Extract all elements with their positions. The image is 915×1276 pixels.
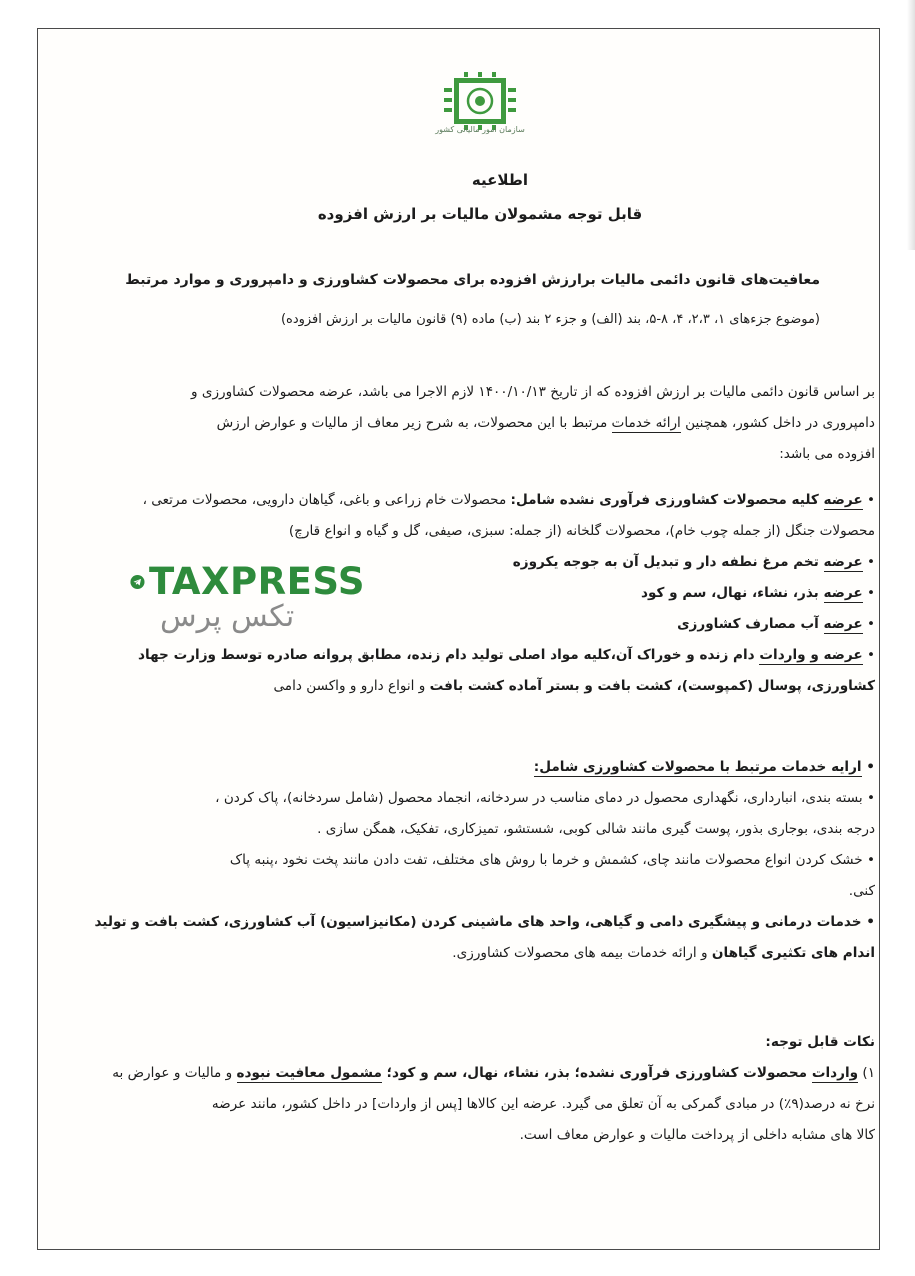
note-item-continued: نرخ نه درصد(۹٪) در مبادی گمرکی به آن تعلق می گیرد. عرضه این کالاها [پس از واردات] در داخل کشور، مانند عرضه [211,1096,875,1112]
watermark-brand: TAXPRESS [148,560,365,603]
law-reference: (موضوع جزءهای ۱، ۲،۳، ۴، ۸-۵، بند (الف) و جزء ۲ بند (ب) ماده (۹) قانون مالیات بر ارزش افزوده) [280,312,820,327]
list-item-continued: کنی. [848,883,875,899]
taxpress-watermark [130,560,365,640]
note-item: ۱) واردات محصولات کشاورزی فرآوری نشده؛ بذر، نشاء، نهال، سم و کود؛ مشمول معافیت نبوده و مالیات و عوارض به [112,1065,875,1081]
list-item: • عرضه بذر، نشاء، نهال، سم و کود [641,585,875,601]
notice-title: اطلاعیه [471,171,529,189]
notes-heading: نکات قابل توجه: [765,1034,875,1050]
list-item: • بسته بندی، انبارداری، نگهداری محصول در دمای مناسب در سردخانه، انجماد محصول (شامل سردخانه)، پاک کردن ، [215,790,875,806]
tax-organization-logo [434,70,524,148]
note-item-continued: کالا های مشابه داخلی از پرداخت مالیات و عوارض معاف است. [519,1127,875,1143]
logo-caption: سازمان امور مالیاتی کشور [435,125,525,134]
list-item: • خشک کردن انواع محصولات مانند چای، کشمش و خرما با روش های مختلف، تفت دادن مانند پخت نخود ،پنبه پاک [229,852,875,868]
intro-line-3: افزوده می باشد: [779,446,875,462]
list-item: • عرضه تخم مرغ نطفه دار و تبدیل آن به جوجه یکروزه [512,554,875,570]
list-item-continued: اندام های تکثیری گیاهان و ارائه خدمات بیمه های محصولات کشاورزی. [452,945,875,961]
main-heading: معافیت‌های قانون دائمی مالیات برارزش افزوده برای محصولات کشاورزی و دامپروری و موارد مرتبط [125,272,820,288]
list-item: • عرضه آب مصارف کشاورزی [677,616,875,632]
services-underlined: ارائه خدمات [611,415,681,431]
notes-section [95,1027,875,1151]
intro-line-1: بر اساس قانون دائمی مالیات بر ارزش افزوده که از تاریخ ۱۴۰۰/۱۰/۱۳ لازم الاجرا می باشد، عرضه محصولات کشاورزی و [190,384,875,400]
intro-paragraph [95,377,875,470]
list-item: • عرضه و واردات دام زنده و خوراک آن،کلیه مواد اصلی تولید دام زنده، مطابق پروانه صادره توسط وزارت جهاد [137,647,875,663]
list-item-continued: درجه بندی، بوجاری بذور، پوست گیری مانند شالی کوبی، شستشو، تمیزکاری، تفکیک، همگن سازی . [317,821,875,837]
services-section [95,752,875,969]
list-item-continued: محصولات جنگل (از جمله چوب خام)، محصولات گلخانه (از جمله: سبزی، صیفی، گل و گیاه و انواع قارچ) [288,523,875,539]
list-item: • عرضه کلیه محصولات کشاورزی فرآوری نشده شامل: محصولات خام زراعی و باغی، گیاهان دارویی، محصولات مرتعی ، [142,492,875,508]
notice-subtitle: قابل توجه مشمولان مالیات بر ارزش افزوده [317,205,643,223]
intro-line-2: دامپروری در داخل کشور، همچنین ارائه خدمات مرتبط با این محصولات، به شرح زیر معاف از مالیات و عوارض ارزش [216,415,875,431]
list-item-continued: کشاورزی، پوسال (کمپوست)، کشت بافت و بستر آماده کشت بافت و انواع دارو و واکسن دامی [273,678,875,694]
services-heading: • ارایه خدمات مرتبط با محصولات کشاورزی شامل: [533,759,875,775]
list-item: • خدمات درمانی و پیشگیری دامی و گیاهی، واحد های ماشینی کردن (مکانیزاسیون) آب کشاورزی، کشت بافت و تولید [94,914,875,930]
watermark-brand-fa: تکس پرس [160,599,295,634]
telegram-icon [130,565,145,599]
page-edge-shadow [907,0,915,250]
